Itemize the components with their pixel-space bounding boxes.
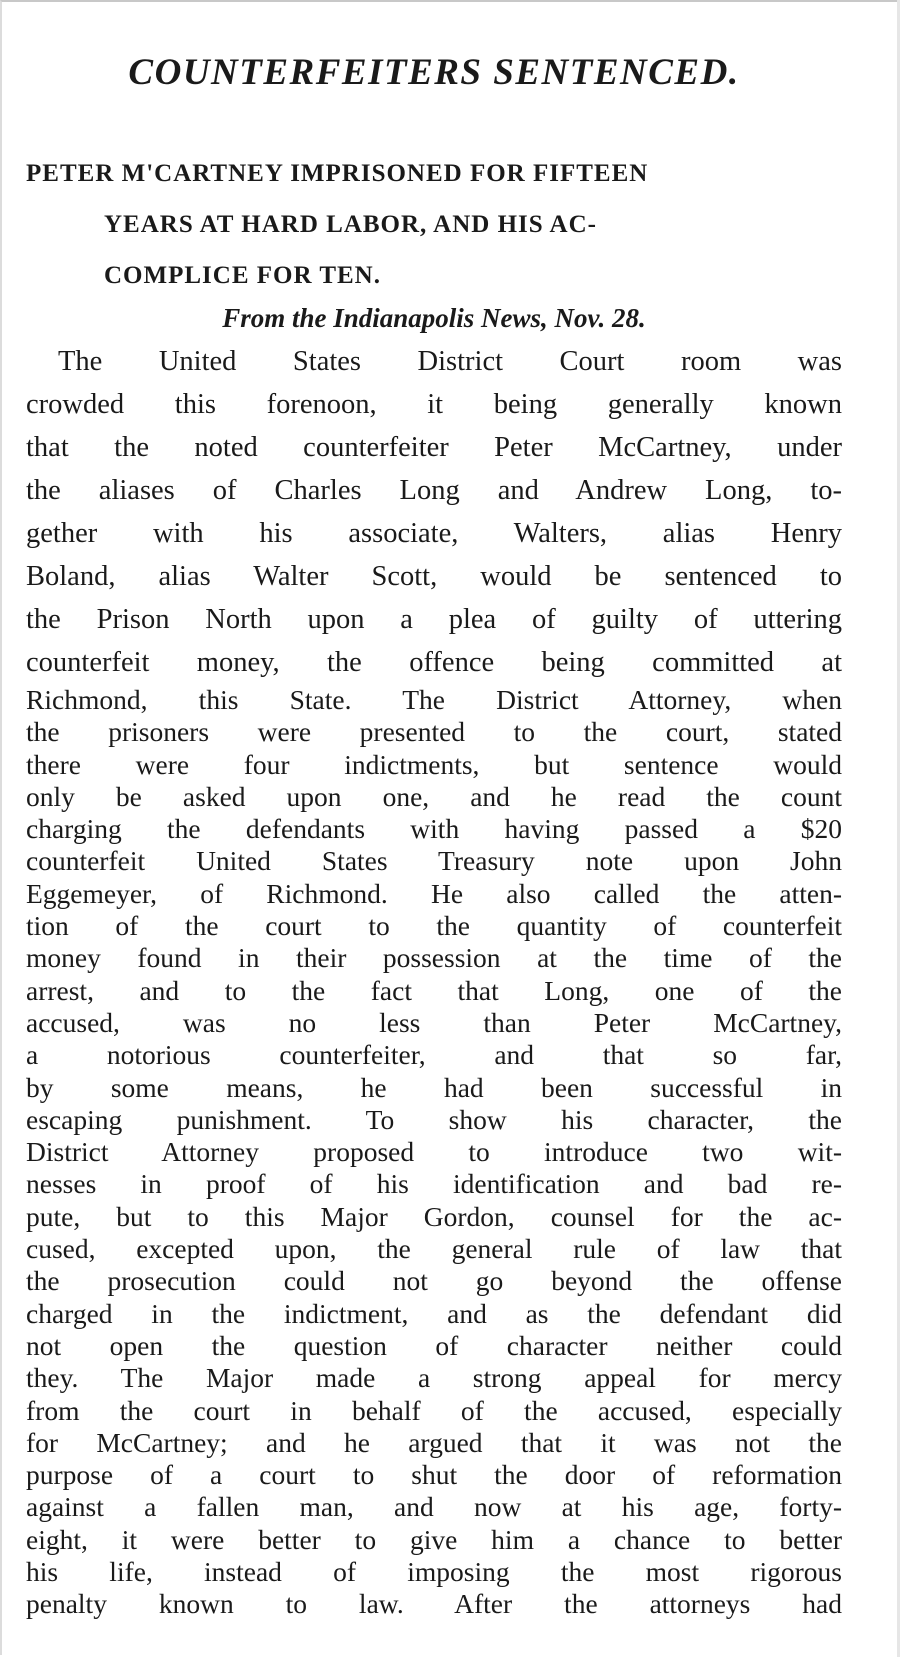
body-line: only be asked upon one, and he read the count xyxy=(26,780,842,812)
body-line: purpose of a court to shut the door of reformation xyxy=(26,1459,842,1491)
body-line: his life, instead of imposing the most rigorous xyxy=(26,1556,842,1588)
body-line: the prosecution could not go beyond the offense xyxy=(26,1265,842,1297)
body-line: cused, excepted upon, the general rule of law that xyxy=(26,1233,842,1265)
body-line: charged in the indictment, and as the defendant did xyxy=(26,1297,842,1329)
body-line: that the noted counterfeiter Peter McCartney, under xyxy=(26,432,842,463)
body-line: eight, it were better to give him a chance to better xyxy=(26,1523,842,1555)
body-line: counterfeit United States Treasury note upon John xyxy=(26,845,842,877)
body-line: the prisoners were presented to the court, stated xyxy=(26,716,842,748)
subheadline-line: COMPLICE FOR TEN. xyxy=(104,262,381,289)
subheadline-line: PETER M'CARTNEY IMPRISONED FOR FIFTEEN xyxy=(26,160,649,187)
subheadline xyxy=(26,148,836,301)
article-body xyxy=(26,340,842,1621)
body-paragraph-upper xyxy=(26,340,842,684)
body-line: penalty known to law. After the attorneys had xyxy=(26,1588,842,1620)
body-line: counterfeit money, the offence being committed at xyxy=(26,647,842,678)
body-line: a notorious counterfeiter, and that so far, xyxy=(26,1039,842,1071)
body-line: arrest, and to the fact that Long, one of the xyxy=(26,974,842,1006)
headline: COUNTERFEITERS SENTENCED. xyxy=(128,52,740,93)
body-line: escaping punishment. To show his character, the xyxy=(26,1103,842,1135)
body-line: nesses in proof of his identification and bad re- xyxy=(26,1168,842,1200)
body-line: charging the defendants with having passed a $20 xyxy=(26,813,842,845)
body-line: Richmond, this State. The District Attorney, when xyxy=(26,684,842,715)
dateline: From the Indianapolis News, Nov. 28. xyxy=(222,303,646,333)
body-line: District Attorney proposed to introduce two wit- xyxy=(26,1136,842,1168)
body-line: gether with his associate, Walters, alias Henry xyxy=(26,518,842,549)
body-line: not open the question of character neither could xyxy=(26,1329,842,1361)
body-line: Boland, alias Walter Scott, would be sentenced to xyxy=(26,561,842,592)
body-line: the aliases of Charles Long and Andrew Long, to- xyxy=(26,475,842,506)
body-line: The United States District Court room was xyxy=(58,346,842,377)
body-line: money found in their possession at the time of the xyxy=(26,942,842,974)
body-line: pute, but to this Major Gordon, counsel for the ac- xyxy=(26,1200,842,1232)
body-line: for McCartney; and he argued that it was not the xyxy=(26,1426,842,1458)
body-line: crowded this forenoon, it being generally known xyxy=(26,389,842,420)
body-line: from the court in behalf of the accused, especially xyxy=(26,1394,842,1426)
subheadline-line: YEARS AT HARD LABOR, AND HIS AC- xyxy=(104,211,597,238)
body-line: they. The Major made a strong appeal for mercy xyxy=(26,1362,842,1394)
body-line: there were four indictments, but sentence would xyxy=(26,748,842,780)
body-line: Eggemeyer, of Richmond. He also called the atten- xyxy=(26,877,842,909)
body-line: accused, was no less than Peter McCartney, xyxy=(26,1006,842,1038)
body-line: the Prison North upon a plea of guilty of uttering xyxy=(26,604,842,635)
body-line: against a fallen man, and now at his age, forty- xyxy=(26,1491,842,1523)
body-line: by some means, he had been successful in xyxy=(26,1071,842,1103)
body-line: tion of the court to the quantity of counterfeit xyxy=(26,910,842,942)
body-paragraph-lower xyxy=(26,684,842,1621)
